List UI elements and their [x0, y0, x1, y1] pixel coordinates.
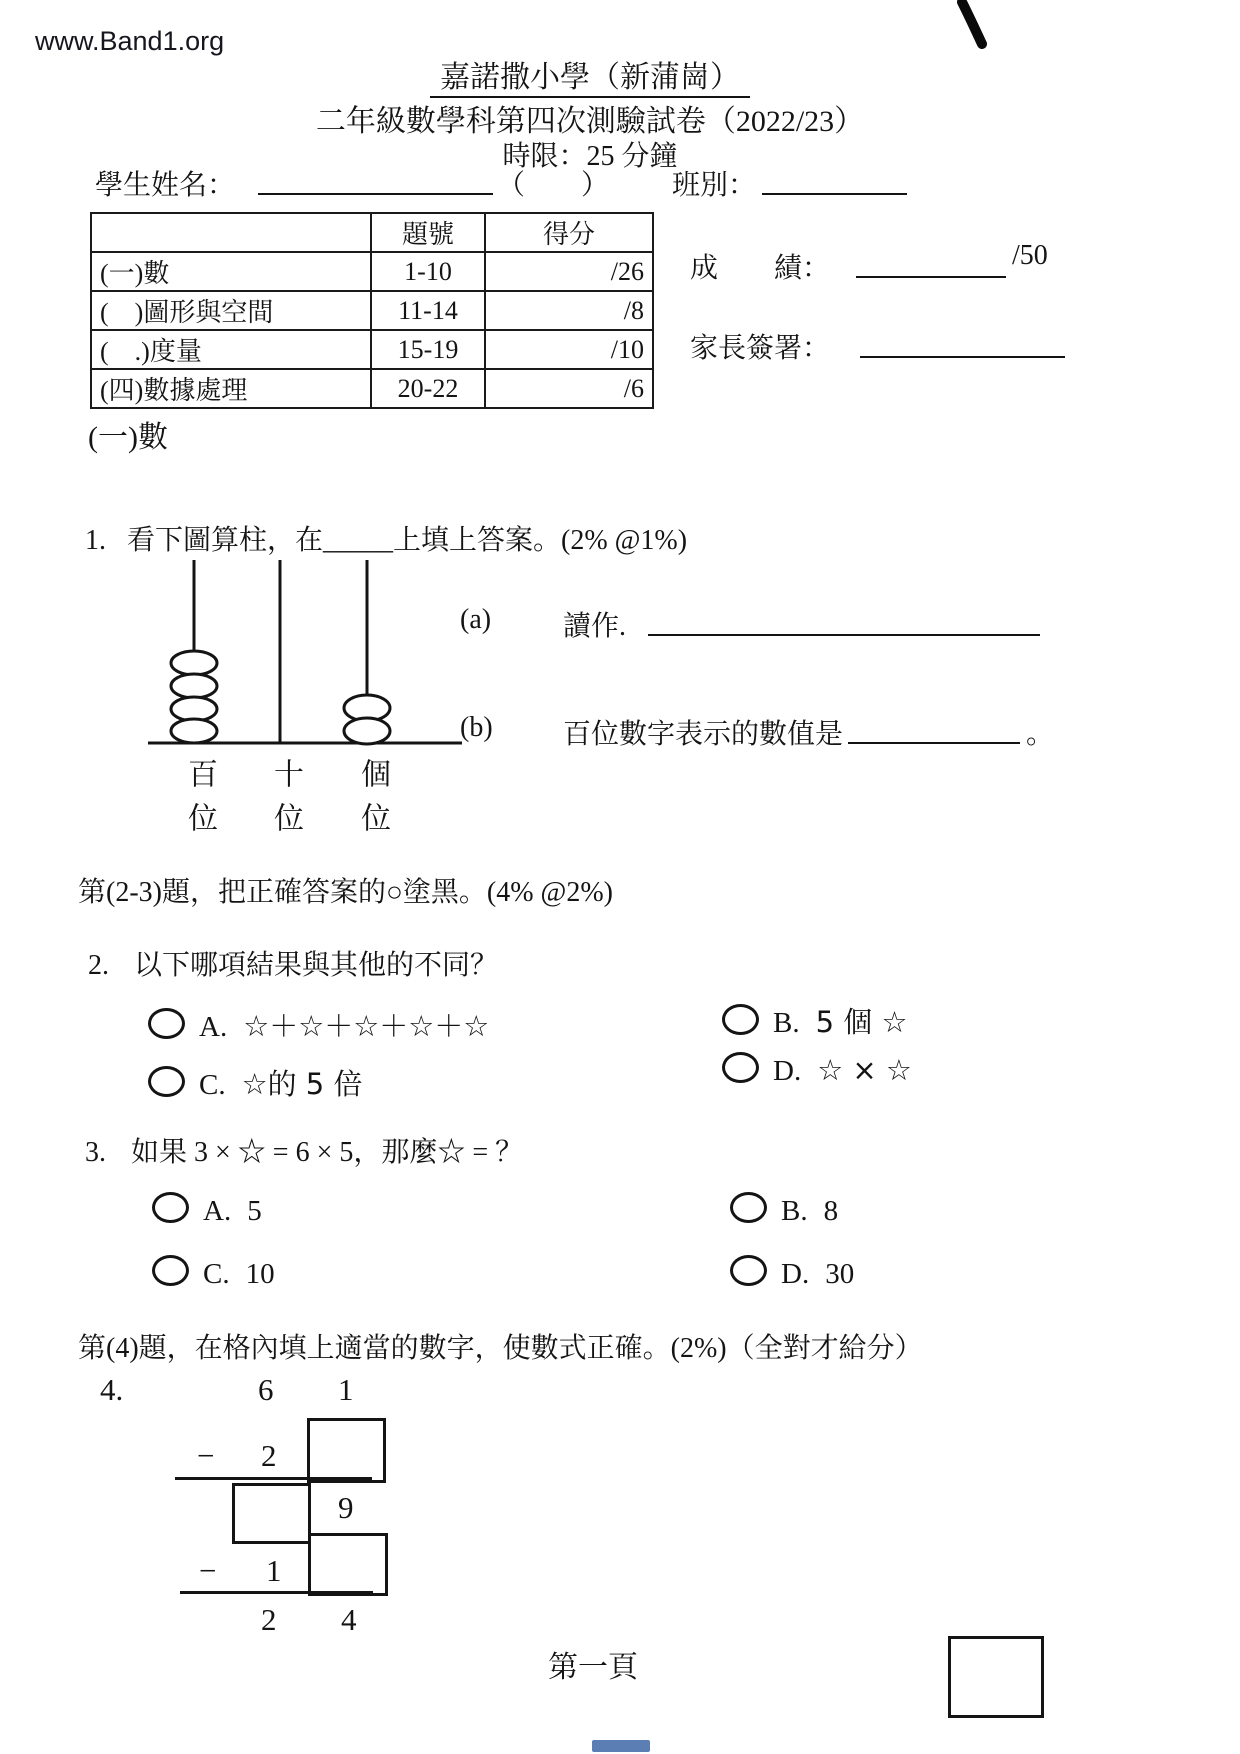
- abacus-bead: [171, 651, 217, 675]
- option-letter: B.: [781, 1195, 808, 1227]
- row-score: /6: [485, 369, 653, 408]
- student-name-field[interactable]: [258, 165, 493, 195]
- option-text: 5 個 ☆: [815, 1005, 908, 1039]
- result-label: 成 績：: [690, 253, 831, 284]
- score-box[interactable]: [948, 1636, 1044, 1718]
- q3-number: 3.: [85, 1137, 106, 1168]
- option-text: ☆的 5 倍: [241, 1067, 363, 1101]
- q1-stem: [85, 518, 687, 558]
- table-row: [91, 291, 653, 330]
- abacus-label-ones: 個位: [356, 758, 389, 846]
- row-category: (四)數據處理: [91, 369, 371, 408]
- score-table: [90, 212, 654, 409]
- q1b-period: 。: [1026, 719, 1055, 750]
- time-limit: 時限：25 分鐘: [502, 141, 678, 172]
- abacus-label-tens: 十位: [269, 758, 302, 846]
- answer-bubble[interactable]: [730, 1255, 767, 1286]
- q4-rule-2: [180, 1591, 373, 1594]
- table-row: [91, 213, 653, 252]
- answer-bubble[interactable]: [730, 1192, 767, 1223]
- option-text: 30: [825, 1258, 855, 1290]
- row-score: /26: [485, 252, 653, 291]
- q4-sub1-tens: 2: [261, 1438, 277, 1473]
- table-header-blank: [91, 213, 371, 252]
- option-text: 8: [823, 1195, 839, 1227]
- q4-rule-1: [175, 1477, 372, 1480]
- table-row: [91, 330, 653, 369]
- q2-option-b: [722, 1000, 907, 1041]
- q4-fill-box-2[interactable]: [232, 1483, 311, 1544]
- q4-number: 4.: [100, 1372, 124, 1407]
- q4-fill-box-1[interactable]: [307, 1418, 386, 1483]
- q4-sub2-tens: 1: [266, 1553, 282, 1588]
- q1a-label: (a): [460, 604, 492, 635]
- abacus-figure: [140, 555, 470, 755]
- pen-mark-icon: [940, 0, 1010, 60]
- answer-bubble[interactable]: [152, 1192, 189, 1223]
- section-one-heading: (一)數: [88, 421, 168, 454]
- q1a-text: 讀作.: [563, 611, 627, 642]
- option-text: ☆＋☆＋☆＋☆＋☆: [243, 1009, 490, 1043]
- option-text: 10: [245, 1258, 275, 1290]
- site-watermark: www.Band1.org: [35, 26, 225, 56]
- q2-stem: [88, 943, 498, 983]
- table-row: [91, 252, 653, 291]
- q1-text: 看下圖算柱，在_____上填上答案。(2% @1%): [127, 525, 688, 556]
- row-category: ( .)度量: [91, 330, 371, 369]
- abacus-bead: [171, 719, 217, 743]
- row-score: /10: [485, 330, 653, 369]
- q3-option-b: [730, 1192, 838, 1228]
- q3-text: 如果 3 × ☆ = 6 × 5，那麼☆ = ？: [131, 1137, 524, 1168]
- q4-result-ones: 4: [341, 1602, 357, 1637]
- q4-top-ones: 1: [338, 1372, 354, 1407]
- q4-fill-box-3[interactable]: [308, 1533, 388, 1596]
- abacus-bead: [171, 674, 217, 698]
- abacus-bead: [171, 697, 217, 721]
- option-letter: D.: [781, 1258, 810, 1290]
- class-label: 班別：: [672, 170, 757, 201]
- parent-signature-label: 家長簽署：: [690, 333, 831, 364]
- option-letter: B.: [773, 1007, 800, 1039]
- q3-option-c: [152, 1255, 275, 1291]
- q4-minus-sign-1: −: [197, 1438, 215, 1473]
- q3-stem: [85, 1130, 523, 1170]
- q23-instruction: 第(2-3)題，把正確答案的○塗黑。(4% @2%): [78, 877, 613, 908]
- q4-mid-ones: 9: [338, 1490, 354, 1525]
- class-field[interactable]: [762, 165, 907, 195]
- q1b-label: (b): [460, 712, 493, 743]
- option-letter: C.: [203, 1258, 230, 1290]
- row-questions: 20-22: [371, 369, 485, 408]
- row-questions: 1-10: [371, 252, 485, 291]
- q1b-answer-line[interactable]: [848, 714, 1020, 744]
- q4-top-tens: 6: [258, 1372, 274, 1407]
- row-category: ( )圖形與空間: [91, 291, 371, 330]
- answer-bubble[interactable]: [148, 1066, 185, 1097]
- table-header-question: 題號: [371, 213, 485, 252]
- answer-bubble[interactable]: [148, 1008, 185, 1039]
- abacus-bead: [344, 718, 390, 744]
- table-header-score: 得分: [485, 213, 653, 252]
- table-row: [91, 369, 653, 408]
- name-bracket: （ ）: [497, 170, 610, 201]
- student-name-label: 學生姓名：: [95, 170, 236, 201]
- q3-option-a: [152, 1192, 262, 1228]
- q4-result-tens: 2: [261, 1602, 277, 1637]
- option-text: ☆ × ☆: [817, 1053, 912, 1087]
- page-number: 第一頁: [548, 1651, 638, 1684]
- answer-bubble[interactable]: [722, 1052, 759, 1083]
- row-questions: 15-19: [371, 330, 485, 369]
- school-title-text: 嘉諾撒小學（新蒲崗）: [430, 61, 750, 98]
- result-denominator: /50: [1012, 240, 1048, 271]
- answer-bubble[interactable]: [722, 1004, 759, 1035]
- option-text: 5: [247, 1195, 262, 1227]
- q2-option-c: [148, 1062, 362, 1103]
- abacus-label-hundreds: 百位: [183, 758, 216, 846]
- result-field[interactable]: [856, 248, 1006, 278]
- option-letter: C.: [199, 1069, 226, 1101]
- q4-instruction: 第(4)題，在格內填上適當的數字，使數式正確。(2%)（全對才給分）: [78, 1333, 923, 1364]
- q2-option-d: [722, 1052, 912, 1088]
- q3-option-d: [730, 1255, 854, 1291]
- option-letter: D.: [773, 1055, 802, 1087]
- footer-watermark: [592, 1740, 650, 1752]
- q1-number: 1.: [85, 525, 106, 556]
- q1a-answer-line[interactable]: [648, 606, 1040, 636]
- option-letter: A.: [199, 1011, 228, 1043]
- q1b-text: 百位數字表示的數值是: [563, 719, 844, 750]
- q4-minus-sign-2: −: [199, 1553, 217, 1588]
- row-score: /8: [485, 291, 653, 330]
- q2-text: 以下哪項結果與其他的不同？: [134, 950, 499, 981]
- parent-signature-field[interactable]: [860, 328, 1065, 358]
- option-letter: A.: [203, 1195, 232, 1227]
- answer-bubble[interactable]: [152, 1255, 189, 1286]
- q2-option-a: [148, 1004, 489, 1045]
- exam-title: 二年級數學科第四次測驗試卷（2022/23）: [315, 105, 865, 138]
- q2-number: 2.: [88, 950, 109, 981]
- school-title: [0, 52, 1180, 96]
- row-questions: 11-14: [371, 291, 485, 330]
- row-category: (一)數: [91, 252, 371, 291]
